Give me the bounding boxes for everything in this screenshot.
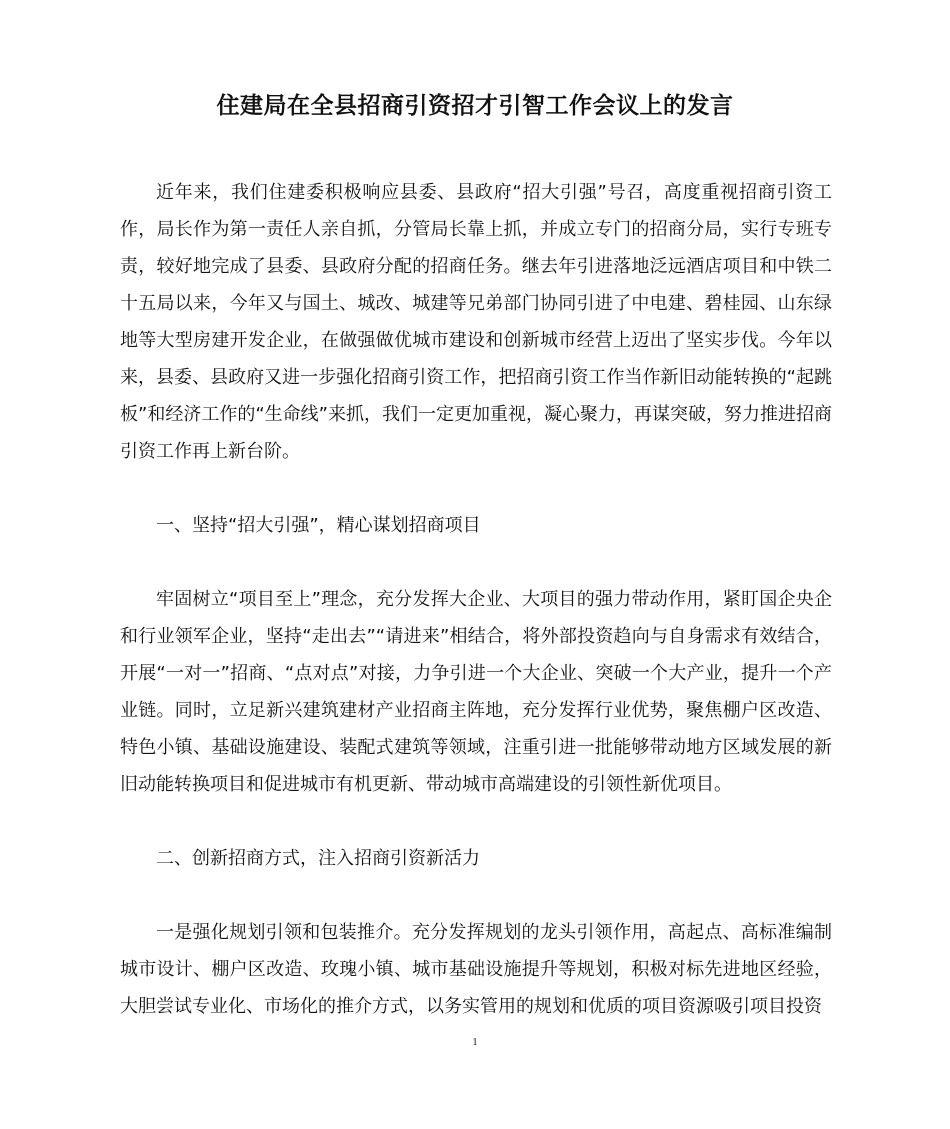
paragraph-gap	[120, 877, 832, 914]
paragraph-gap	[120, 803, 832, 840]
intro-paragraph: 近年来，我们住建委积极响应县委、县政府“招大引强”号召，高度重视招商引资工作，局长作为第一责任人亲自抓，分管局长靠上抓，并成立专门的招商分局，实行专班专责，较好地完成了县委、县政府分配的招商任务。继去年引进落地泛远酒店项目和中铁二十五局以来，今年又与国土、城改、城建等兄弟部门协同引进了中电建、碧桂园、山东绿地等大型房建开发企业，在做强做优城市建设和创新城市经营上迈出了坚实步伐。今年以来，县委、县政府又进一步强化招商引资工作，把招商引资工作当作新旧动能转换的“起跳板”和经济工作的“生命线”来抓，我们一定更加重视，凝心聚力，再谋突破，努力推进招商引资工作再上新台阶。	[120, 182, 832, 462]
document-body	[120, 174, 832, 1025]
document-title: 住建局在全县招商引资招才引智工作会议上的发言	[216, 93, 734, 119]
page-number: 1	[472, 1036, 478, 1048]
section-2-paragraph: 一是强化规划引领和包装推介。充分发挥规划的龙头引领作用，高起点、高标准编制城市设计、棚户区改造、玫瑰小镇、城市基础设施提升等规划，积极对标先进地区经验，大胆尝试专业化、市场化的推介方式，以务实管用的规划和优质的项目资源吸引项目投资	[120, 922, 832, 1017]
section-heading-1: 一、坚持“招大引强”，精心谋划招商项目	[156, 515, 481, 536]
section-1-paragraph: 牢固树立“项目至上”理念，充分发挥大企业、大项目的强力带动作用，紧盯国企央企和行业领军企业，坚持“走出去”“请进来”相结合，将外部投资趋向与自身需求有效结合，开展“一对一”招商、“点对点”对接，力争引进一个大企业、突破一个大产业，提升一个产业链。同时，立足新兴建筑建材产业招商主阵地，充分发挥行业优势，聚焦棚户区改造、特色小镇、基础设施建设、装配式建筑等领域，注重引进一批能够带动地方区域发展的新旧动能转换项目和促进城市有机更新、带动城市高端建设的引领性新优项目。	[120, 589, 832, 795]
paragraph-gap	[120, 470, 832, 507]
section-heading-2: 二、创新招商方式，注入招商引资新活力	[156, 848, 480, 869]
paragraph-gap	[120, 544, 832, 581]
